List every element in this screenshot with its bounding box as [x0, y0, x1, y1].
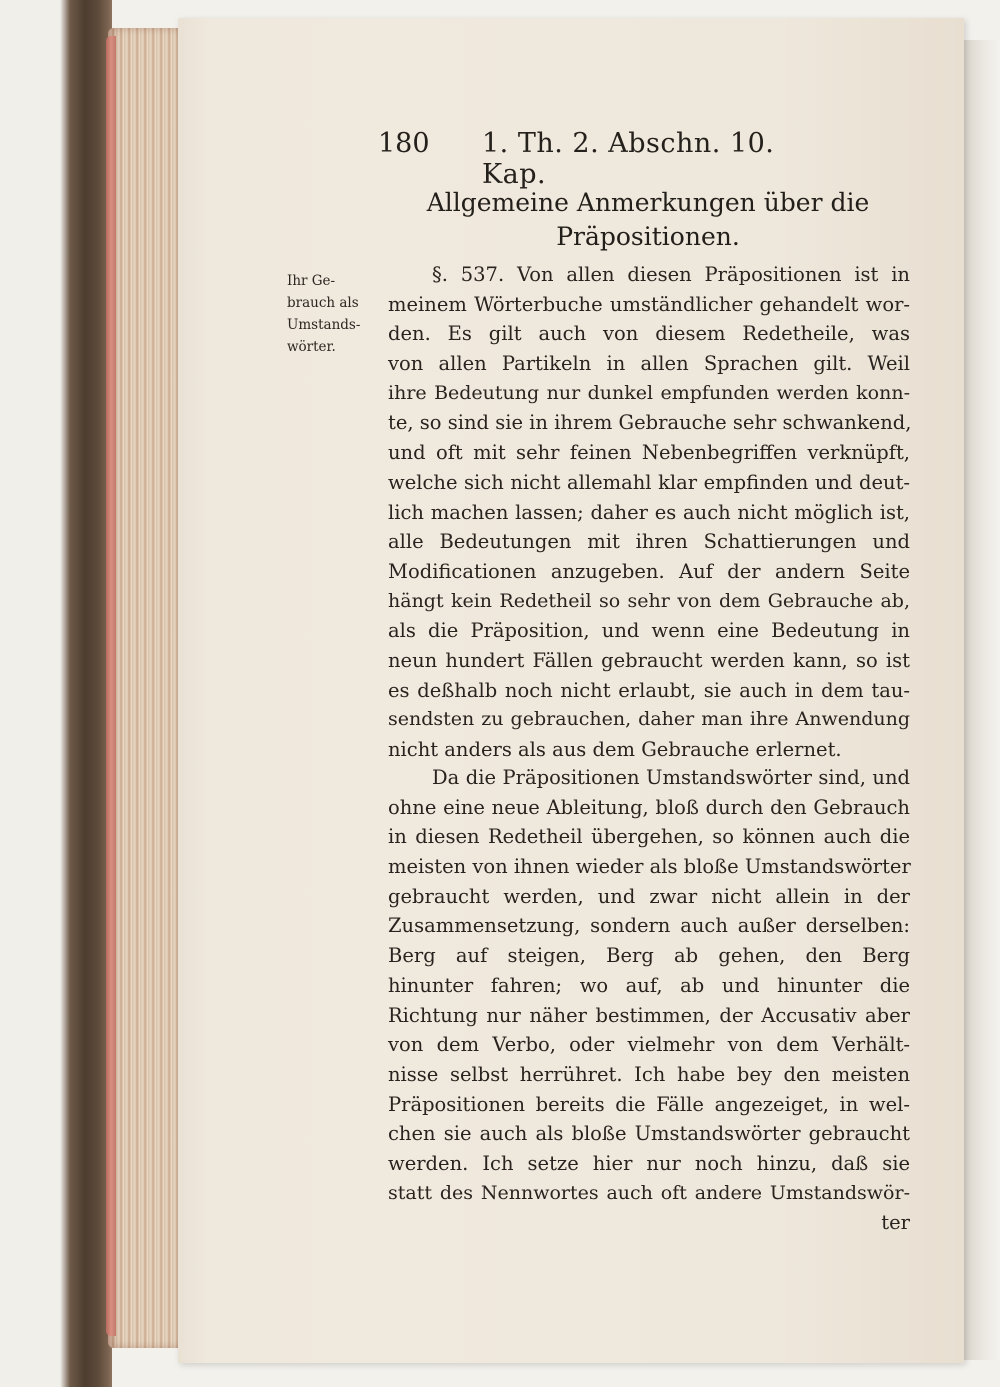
- text-line: Modificationen anzugeben. Auf der andern Seite: [388, 559, 910, 583]
- text-line: Da die Präpositionen Umstandswörter sind, und: [432, 766, 910, 789]
- text-line: Präpositionen bereits die Fälle angezeiget, in wel-: [388, 1092, 910, 1116]
- text-line: hinunter fahren; wo auf, ab und hinunter die: [388, 973, 910, 997]
- margin-note-line: Umstands-: [287, 317, 361, 333]
- paragraph-2: [388, 763, 910, 1238]
- facing-page-edge: [962, 40, 1000, 1360]
- red-page-edge: [106, 36, 116, 1336]
- text-line: es deßhalb noch nicht erlaubt, sie auch in dem tau-: [388, 678, 910, 702]
- running-head: [378, 128, 798, 190]
- text-line: Zusammensetzung, sondern auch außer derselben:: [388, 914, 910, 938]
- text-line: als die Präposition, und wenn eine Bedeutung in: [388, 619, 910, 643]
- text-line: nisse selbst herrühret. Ich habe bey den meisten: [388, 1062, 910, 1086]
- text-line: von allen Partikeln in allen Sprachen gilt. Weil: [388, 352, 910, 376]
- text-line: in diesen Redetheil übergehen, so können auch die: [388, 825, 910, 849]
- text-line: den. Es gilt auch von diesem Redetheile, was: [388, 322, 910, 346]
- margin-note-line: brauch als: [287, 295, 359, 311]
- text-line: und oft mit sehr feinen Nebenbegriffen verknüpft,: [388, 441, 910, 465]
- text-line: alle Bedeutungen mit ihren Schattierungen und: [388, 530, 910, 554]
- page-edges: [108, 28, 188, 1348]
- running-head-text: 1. Th. 2. Abschn. 10. Kap.: [482, 128, 775, 190]
- text-line: chen sie auch als bloße Umstandswörter gebraucht: [388, 1122, 910, 1146]
- catchword: ter: [881, 1211, 910, 1235]
- book-cover-edge: [0, 0, 112, 1387]
- margin-note-line: wörter.: [287, 339, 336, 355]
- text-line: werden. Ich setze hier nur noch hinzu, daß sie: [388, 1151, 910, 1175]
- text-line: meisten von ihnen wieder als bloße Umstandswörter: [388, 855, 911, 879]
- heading-line: Allgemeine Anmerkungen über die: [426, 188, 870, 217]
- margin-note-line: Ihr Ge-: [287, 273, 336, 289]
- text-line: gebraucht werden, und zwar nicht allein in der: [388, 884, 910, 908]
- text-line: statt des Nennwortes auch oft andere Umstandswör-: [388, 1181, 910, 1204]
- section-heading: [398, 186, 898, 254]
- text-line: sendsten zu gebrauchen, daher man ihre Anwendung: [388, 708, 910, 731]
- text-line: meinem Wörterbuche umständlicher gehandelt wor-: [388, 292, 910, 316]
- text-line: von dem Verbo, oder vielmehr von dem Verhält-: [388, 1033, 910, 1057]
- text-line: welche sich nicht allemahl klar empfinden und deut-: [388, 470, 910, 494]
- text-line: ihre Bedeutung nur dunkel empfunden werden konn-: [388, 381, 910, 404]
- text-line: lich machen lassen; daher es auch nicht möglich ist,: [388, 500, 910, 524]
- heading-line: Präpositionen.: [556, 222, 740, 251]
- text-line: nicht anders als aus dem Gebrauche erlernet.: [388, 738, 842, 761]
- page-number: 180: [378, 128, 430, 159]
- text-line: §. 537. Von allen diesen Präpositionen ist in: [432, 263, 910, 286]
- text-line: ohne eine neue Ableitung, bloß durch den Gebrauch: [388, 795, 910, 819]
- text-line: Richtung nur näher bestimmen, der Accusativ aber: [388, 1003, 910, 1027]
- margin-note: [287, 270, 369, 358]
- paragraph-537: [388, 260, 910, 765]
- text-line: neun hundert Fällen gebraucht werden kann, so ist: [388, 648, 910, 672]
- text-line: te, so sind sie in ihrem Gebrauche sehr schwankend,: [388, 411, 912, 435]
- text-line: Berg auf steigen, Berg ab gehen, den Berg: [388, 944, 910, 968]
- text-line: hängt kein Redetheil so sehr von dem Gebrauche ab,: [388, 589, 910, 612]
